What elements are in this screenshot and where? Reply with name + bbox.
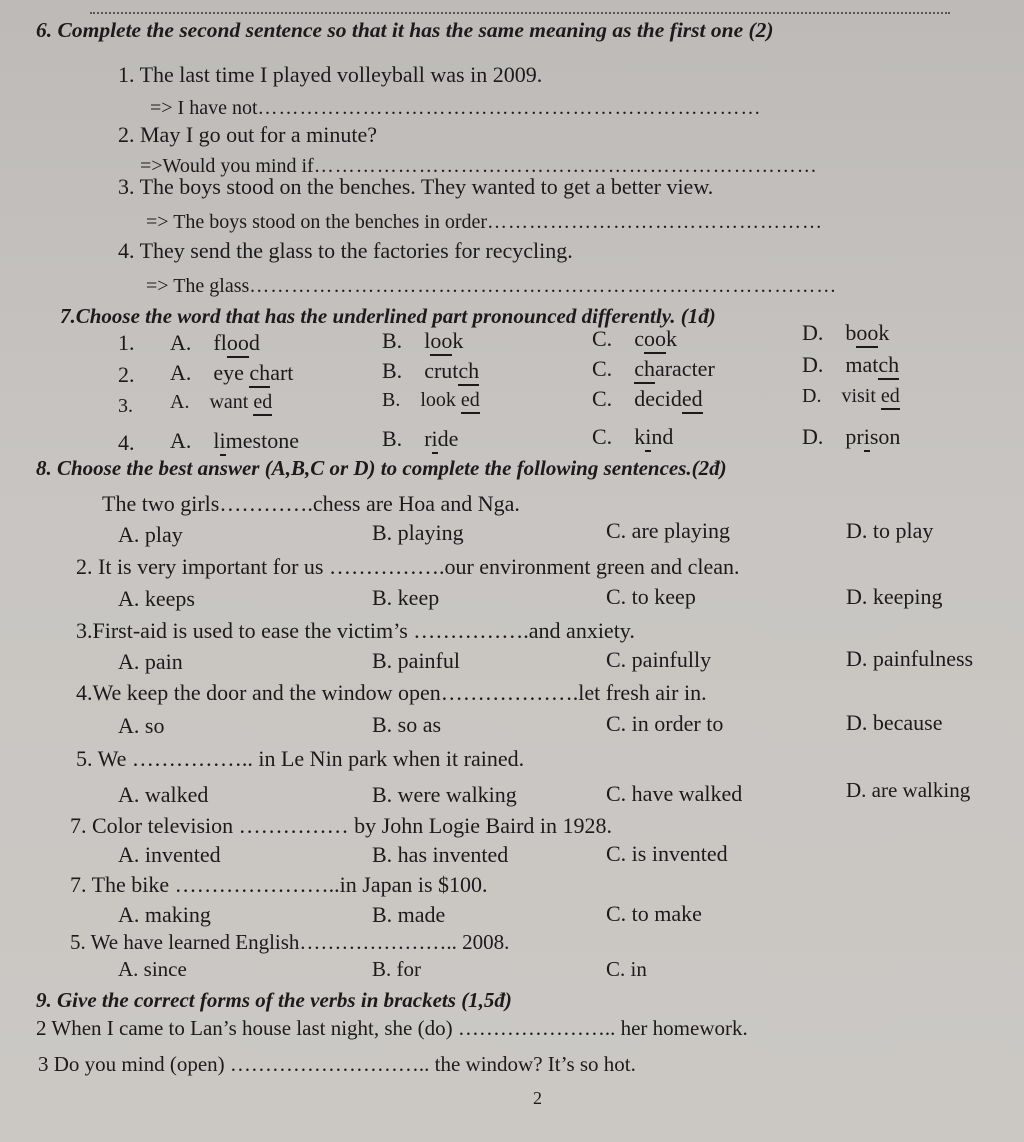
q6-item-1-rewrite: => I have not……………………………………………………………… [150,97,762,119]
q7-row-4-option-c[interactable]: C. kind [592,426,673,448]
q8-item-5-option-d[interactable]: D. are walking [846,778,971,802]
q6-item-1-prompt: 1. The last time I played volleyball was in 2009. [118,62,543,87]
q8-item-1-option-b[interactable]: B. playing [372,520,464,545]
q8-item-1-option-a[interactable]: A. play [118,522,183,547]
q8-item-4-stem: 4.We keep the door and the window open……………….let fresh air in. [76,680,707,705]
q7-row-4-option-d[interactable]: D. prison [802,426,900,448]
top-dotted-rule [90,12,950,14]
q8-item-1-option-c[interactable]: C. are playing [606,518,731,543]
q8-item-4-option-c[interactable]: C. in order to [606,711,724,736]
q9-item-2[interactable]: 2 When I came to Lan’s house last night, she (do) ………………….. her homework. [36,1016,748,1040]
answer-blank[interactable]: ………………………………………………………………………… [249,275,838,297]
q8-item-7-option-c[interactable]: C. to make [606,901,702,926]
q7-row-2-option-d[interactable]: D. match [802,354,899,376]
answer-blank[interactable]: ……………………………………………………………… [313,155,818,177]
q8-item-6-option-a[interactable]: A. invented [118,842,221,867]
q7-row-4-number: 4. [118,430,135,455]
q8-item-7-option-b[interactable]: B. made [372,902,446,927]
q8-item-4-option-d[interactable]: D. because [846,710,943,735]
q8-item-5-stem: 5. We …………….. in Le Nin park when it rained. [76,746,525,771]
q8-item-1-stem: The two girls………….chess are Hoa and Nga. [102,491,520,516]
q6-item-3-prompt: 3. The boys stood on the benches. They wanted to get a better view. [118,174,714,199]
q8-item-2-option-b[interactable]: B. keep [372,585,440,610]
answer-blank[interactable]: ………………………………………… [487,211,824,233]
q8-item-8-stem: 5. We have learned English………………….. 2008. [70,930,510,954]
q7-row-1-option-a[interactable]: A. flood [170,332,260,354]
page-number: 2 [533,1088,542,1108]
section-8-heading: 8. Choose the best answer (A,B,C or D) to complete the following sentences.(2đ) [36,456,727,480]
q6-item-2-prompt: 2. May I go out for a minute? [118,122,378,147]
q7-row-3-option-b[interactable]: B. look ed [382,390,480,410]
q8-item-5-option-c[interactable]: C. have walked [606,781,743,806]
section-9-heading: 9. Give the correct forms of the verbs in brackets (1,5đ) [36,988,512,1012]
section-7-heading: 7.Choose the word that has the underlined part pronounced differently. (1đ) [60,304,716,328]
q8-item-1-option-d[interactable]: D. to play [846,518,934,543]
q7-row-3-number: 3. [118,395,133,417]
q8-item-2-option-a[interactable]: A. keeps [118,586,195,611]
q7-row-2-option-a[interactable]: A. eye chart [170,362,293,384]
answer-blank[interactable]: ……………………………………………………………… [257,97,762,119]
q6-item-4-rewrite: => The glass………………………………………………………………………… [146,275,838,297]
q8-item-3-option-a[interactable]: A. pain [118,649,183,674]
q7-row-4-option-b[interactable]: B. ride [382,428,458,450]
q8-item-3-option-d[interactable]: D. painfulness [846,646,974,671]
q8-item-2-stem: 2. It is very important for us …………….our environment green and clean. [76,554,740,579]
q8-item-3-option-b[interactable]: B. painful [372,648,460,673]
q7-row-1-number: 1. [118,330,135,355]
q7-row-2-number: 2. [118,362,135,387]
q8-item-5-option-a[interactable]: A. walked [118,782,209,807]
q8-item-7-option-a[interactable]: A. making [118,902,211,927]
q8-item-8-option-b[interactable]: B. for [372,957,421,981]
q7-row-3-option-d[interactable]: D. visit ed [802,386,900,406]
section-6-heading: 6. Complete the second sentence so that it has the same meaning as the first one (2) [36,18,774,42]
q6-item-3-rewrite: => The boys stood on the benches in order………………………………………… [146,211,824,233]
q8-item-4-option-a[interactable]: A. so [118,713,165,738]
q7-row-2-option-c[interactable]: C. character [592,358,715,380]
q7-row-1-option-b[interactable]: B. look [382,330,463,352]
q6-item-2-rewrite: =>Would you mind if……………………………………………………………… [140,155,818,177]
q8-item-6-option-b[interactable]: B. has invented [372,842,509,867]
q8-item-3-stem: 3.First-aid is used to ease the victim’s …………….and anxiety. [76,618,635,643]
q8-item-3-option-c[interactable]: C. painfully [606,647,712,672]
q7-row-2-option-b[interactable]: B. crutch [382,360,479,382]
q8-item-6-stem: 7. Color television …………… by John Logie Baird in 1928. [70,813,613,838]
q8-item-8-option-a[interactable]: A. since [118,957,187,981]
q7-row-3-option-a[interactable]: A. want ed [170,392,272,412]
q8-item-8-option-c[interactable]: C. in [606,957,647,981]
q8-item-6-option-c[interactable]: C. is invented [606,841,728,866]
q8-item-4-option-b[interactable]: B. so as [372,712,442,737]
q7-row-1-option-c[interactable]: C. cook [592,328,677,350]
q7-row-4-option-a[interactable]: A. limestone [170,430,299,452]
q8-item-7-stem: 7. The bike …………………..in Japan is $100. [70,872,488,897]
q8-item-2-option-c[interactable]: C. to keep [606,584,696,609]
q9-item-3[interactable]: 3 Do you mind (open) ……………………….. the window? It’s so hot. [38,1052,636,1076]
q6-item-4-prompt: 4. They send the glass to the factories for recycling. [118,238,573,263]
q7-row-1-option-d[interactable]: D. book [802,322,889,344]
q8-item-2-option-d[interactable]: D. keeping [846,584,943,609]
q7-row-3-option-c[interactable]: C. decided [592,388,703,410]
q8-item-5-option-b[interactable]: B. were walking [372,782,517,807]
